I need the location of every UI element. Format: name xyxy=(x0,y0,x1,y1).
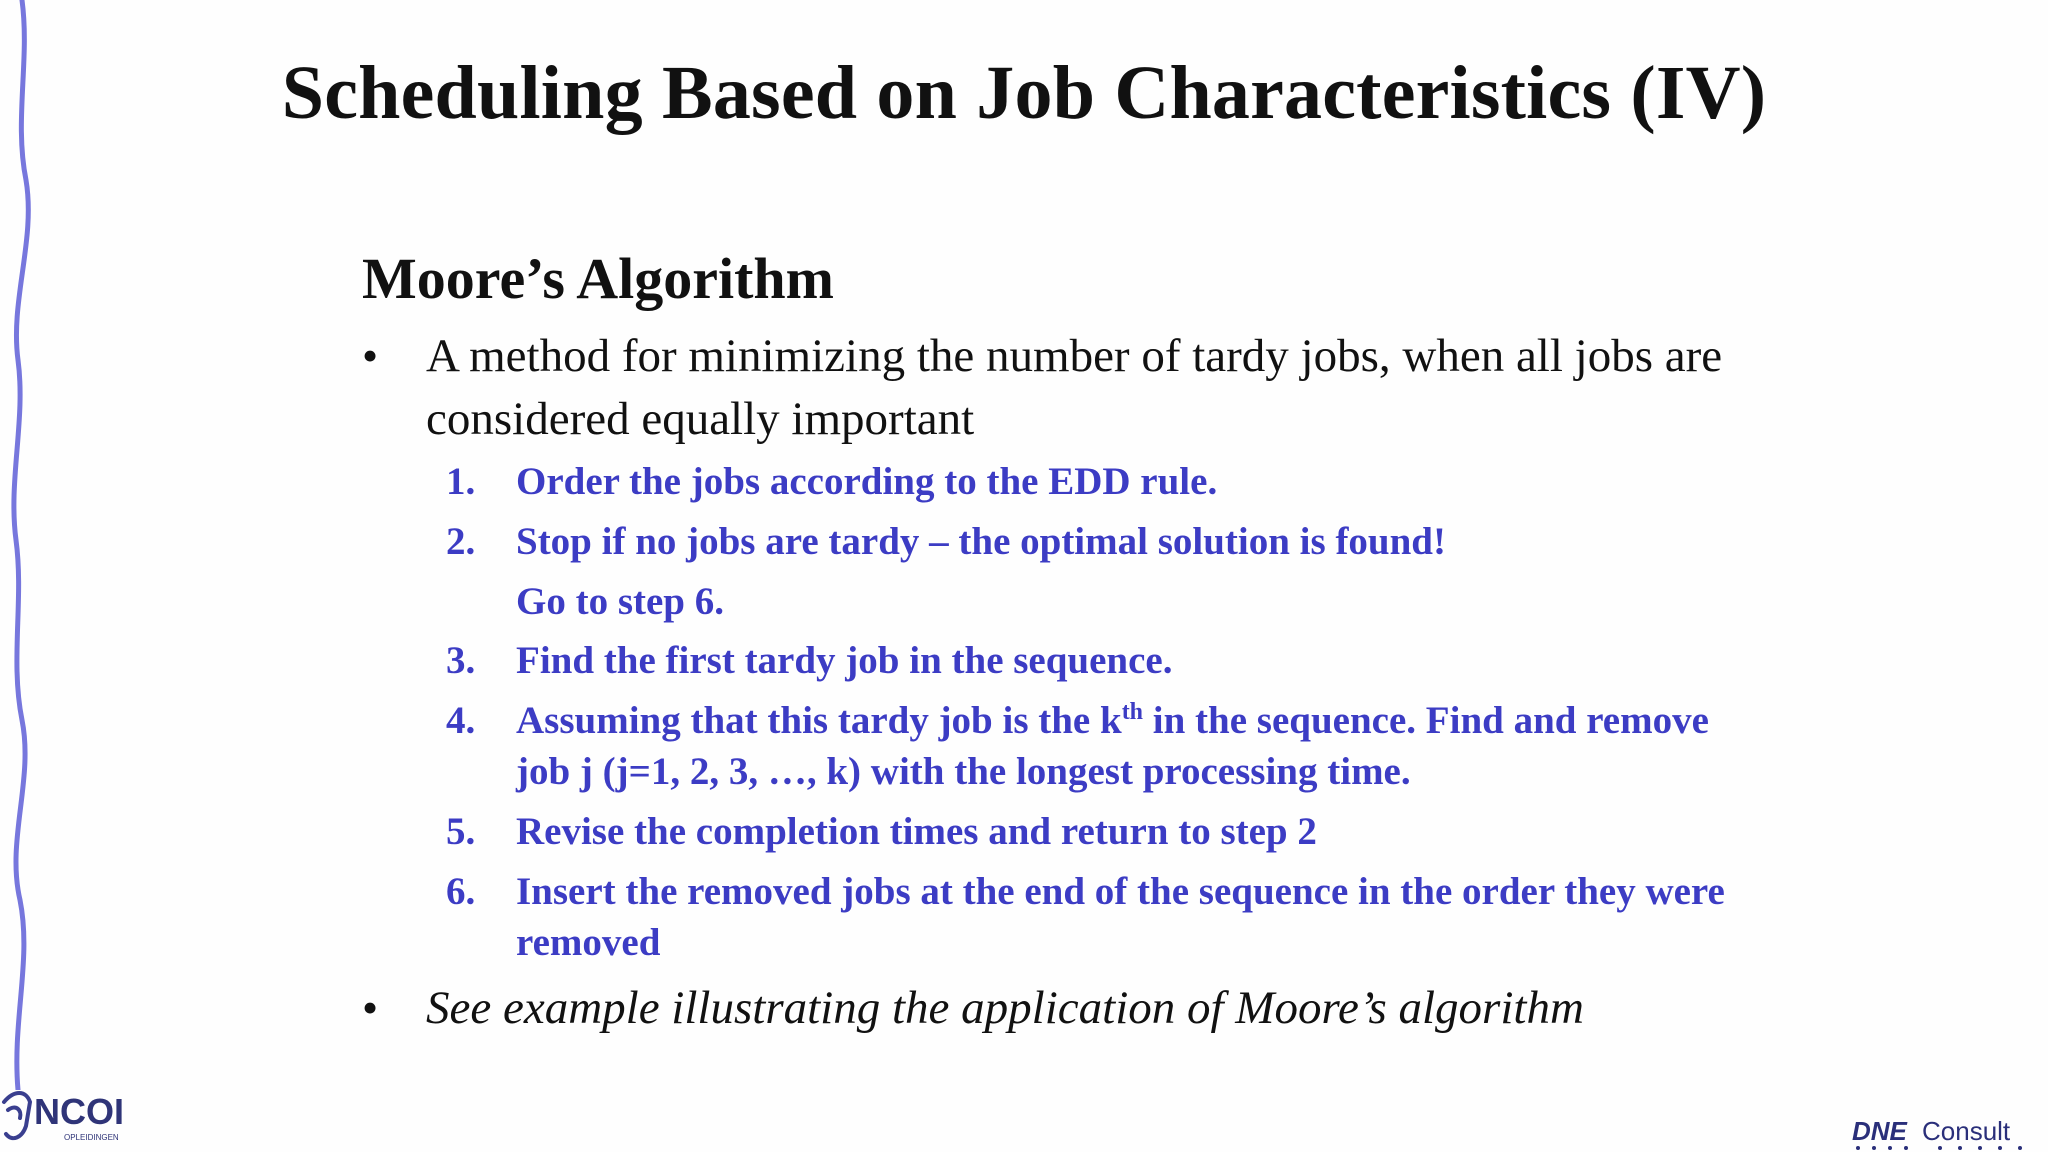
dne-logo-name: Consult xyxy=(1922,1116,2011,1146)
bullet-text: See example illustrating the application of Moore’s algorithm xyxy=(426,982,1584,1034)
step-text-part: Assuming that this tardy job is the k xyxy=(516,699,1122,742)
dne-logo-bold: DNE xyxy=(1852,1116,1907,1146)
ncoi-logo-name: NCOI xyxy=(34,1091,124,1132)
ncoi-logo-subtext: OPLEIDINGEN xyxy=(64,1133,119,1142)
ncoi-logo xyxy=(0,1082,125,1148)
bullet-marker: • xyxy=(362,330,379,381)
step-number: 6. xyxy=(446,870,476,913)
step-text: Order the jobs according to the EDD rule. xyxy=(516,460,1218,503)
step-text xyxy=(516,695,1766,797)
dne-consult-logo xyxy=(1850,1116,2040,1152)
superscript: th xyxy=(1121,699,1144,725)
step-number: 4. xyxy=(446,699,476,742)
slide-title: Scheduling Based on Job Characteristics (IV) xyxy=(281,51,1767,135)
section-heading: Moore’s Algorithm xyxy=(362,246,834,311)
step-text-part: in the sequence. Find and remove job j (j=1, 2, 3, …, k) with the longest processing time. xyxy=(516,699,1709,793)
step-number: 5. xyxy=(446,810,476,853)
step-text: Insert the removed jobs at the end of the sequence in the order they were removed xyxy=(516,870,1725,964)
bullet-marker: • xyxy=(362,982,379,1033)
step-number: 3. xyxy=(446,639,476,682)
step-text: Stop if no jobs are tardy – the optimal solution is found! xyxy=(516,520,1446,563)
bullet-item xyxy=(362,977,1782,1043)
bullet-text: A method for minimizing the number of tardy jobs, when all jobs are considered equally important xyxy=(426,330,1723,445)
step-number: 1. xyxy=(446,460,476,503)
step-text: Go to step 6. xyxy=(516,580,724,623)
decorative-wavy-line xyxy=(0,0,60,1090)
step-number: 2. xyxy=(446,520,476,563)
step-text: Find the first tardy job in the sequence. xyxy=(516,639,1173,682)
bullet-item xyxy=(362,325,1782,455)
step-text: Revise the completion times and return to step 2 xyxy=(516,810,1317,853)
